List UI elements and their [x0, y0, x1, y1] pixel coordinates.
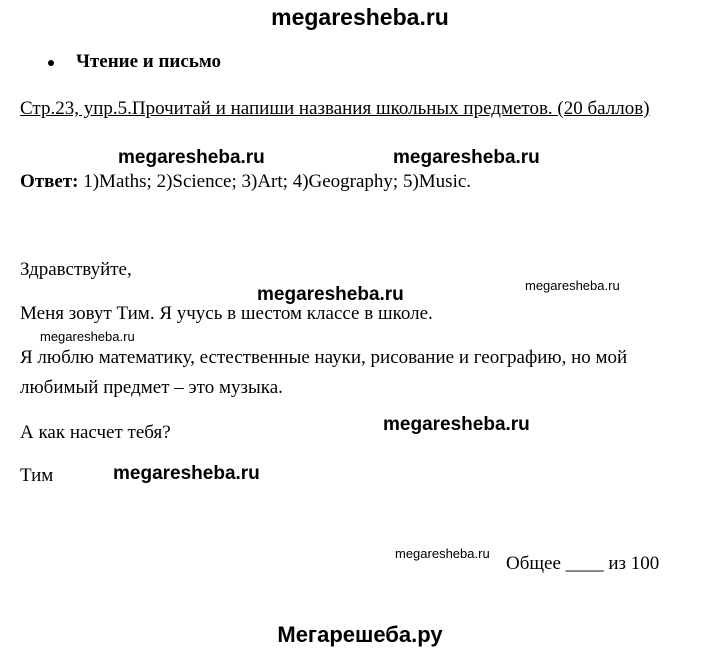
answer-label: Ответ: — [20, 171, 79, 192]
footer-title: Мегарешеба.ру — [277, 622, 443, 647]
watermark: megaresheba.ru — [383, 414, 530, 435]
answer-line — [20, 171, 471, 193]
watermark: megaresheba.ru — [113, 463, 260, 484]
letter-greeting: Здравствуйте, — [20, 259, 132, 280]
letter-line-2: Я люблю математику, естественные науки, рисование и географию, но мой любимый предмет – это музыка. — [20, 347, 628, 398]
bullet-icon — [48, 60, 54, 66]
watermark: megaresheba.ru — [393, 147, 540, 168]
answer-text: 1)Maths; 2)Science; 3)Art; 4)Geography; 5)Music. — [78, 171, 472, 192]
letter-signature: Тим — [20, 465, 54, 486]
score-line: Общее ____ из 100 — [506, 553, 660, 574]
letter-line-1: Меня зовут Тим. Я учусь в шестом классе в школе. — [20, 303, 433, 324]
letter-question: А как насчет тебя? — [20, 422, 171, 443]
site-title: megaresheba.ru — [271, 4, 449, 30]
watermark-small: megaresheba.ru — [525, 278, 620, 293]
task-statement: Стр.23, упр.5.Прочитай и напиши названия школьных предметов. (20 баллов) — [20, 98, 650, 119]
watermark-small: megaresheba.ru — [395, 546, 490, 561]
watermark: megaresheba.ru — [257, 284, 404, 305]
watermark: megaresheba.ru — [118, 147, 265, 168]
section-title: Чтение и письмо — [76, 51, 222, 72]
watermark-small: megaresheba.ru — [40, 329, 135, 344]
